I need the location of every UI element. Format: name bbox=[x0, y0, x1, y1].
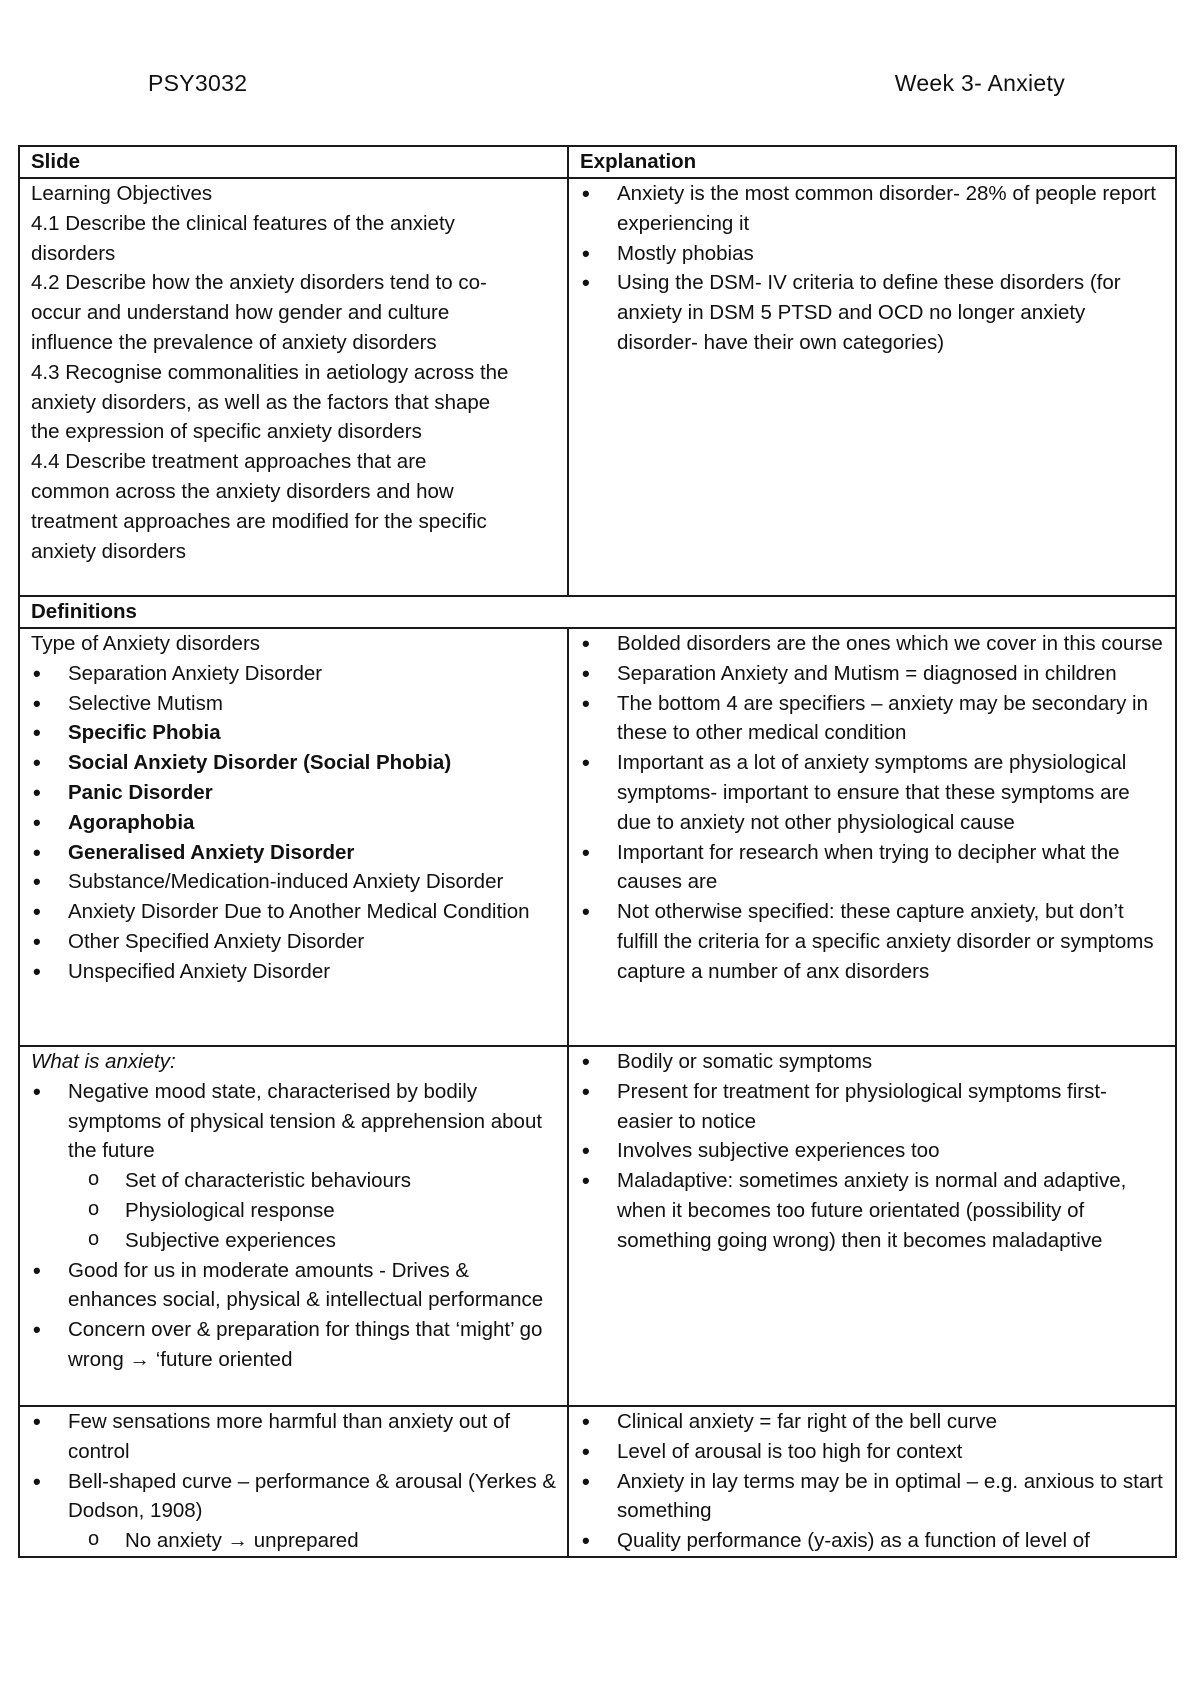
list-item-text: Negative mood state, characterised by bodily symptoms of physical tension & apprehension about the future bbox=[68, 1079, 543, 1163]
disorder-item: • Specific Phobia bbox=[31, 718, 557, 748]
objective-line: 4.3 Recognise commonalities in aetiology across the bbox=[31, 360, 509, 384]
table-row-learning-objectives bbox=[19, 178, 1176, 596]
objective-line: disorders bbox=[31, 241, 116, 265]
disorder-item: • Social Anxiety Disorder (Social Phobia) bbox=[31, 748, 557, 778]
objective-line: anxiety disorders, as well as the factors that shape bbox=[31, 390, 491, 414]
bullet-list bbox=[580, 179, 1165, 358]
objective-line: 4.1 Describe the clinical features of the anxiety bbox=[31, 211, 455, 235]
list-item: • Mostly phobias bbox=[580, 239, 1165, 269]
types-cell bbox=[19, 628, 568, 1046]
objective-line: occur and understand how gender and culture bbox=[31, 301, 450, 325]
objective-line: anxiety disorders bbox=[31, 539, 186, 563]
list-item: • Bodily or somatic symptoms bbox=[580, 1047, 1165, 1077]
sub-list-item: o Subjective experiences bbox=[31, 1226, 557, 1256]
table-row-definitions bbox=[19, 596, 1176, 628]
table-row-what-is-anxiety bbox=[19, 1046, 1176, 1406]
notes-table bbox=[18, 145, 1177, 1558]
disorder-item: • Separation Anxiety Disorder bbox=[31, 659, 557, 689]
table-header-row bbox=[19, 146, 1176, 178]
week-title: Week 3- Anxiety bbox=[894, 70, 1065, 96]
bell-curve-explanation-cell bbox=[568, 1406, 1176, 1557]
types-explanation-cell bbox=[568, 628, 1176, 1046]
list-item: • Concern over & preparation for things that ‘might’ go wrong → ‘future oriented bbox=[31, 1315, 557, 1375]
objective-line: common across the anxiety disorders and how bbox=[31, 479, 454, 503]
list-item: • Anxiety is the most common disorder- 28% of people report experiencing it bbox=[580, 179, 1165, 239]
list-item: • Few sensations more harmful than anxiety out of control bbox=[31, 1407, 557, 1467]
list-item: • Using the DSM- IV criteria to define these disorders (for anxiety in DSM 5 PTSD and OCD no longer anxiety disorder- have their own categories) bbox=[580, 268, 1165, 357]
header-slide: Slide bbox=[19, 146, 568, 178]
disorder-item: • Unspecified Anxiety Disorder bbox=[31, 957, 557, 987]
disorder-item: • Other Specified Anxiety Disorder bbox=[31, 927, 557, 957]
list-item: • Level of arousal is too high for context bbox=[580, 1437, 1165, 1467]
list-item: • Involves subjective experiences too bbox=[580, 1136, 1165, 1166]
objective-line: influence the prevalence of anxiety disorders bbox=[31, 330, 437, 354]
list-item: • Quality performance (y-axis) as a function of level of bbox=[580, 1526, 1165, 1556]
definitions-heading: Definitions bbox=[19, 596, 1176, 628]
what-is-anxiety-title: What is anxiety: bbox=[31, 1050, 176, 1073]
sub-list-item: o Set of characteristic behaviours bbox=[31, 1166, 557, 1196]
page-header bbox=[148, 70, 1065, 97]
header-explanation: Explanation bbox=[568, 146, 1176, 178]
bullet-list bbox=[31, 1077, 557, 1166]
disorder-item: • Anxiety Disorder Due to Another Medical Condition bbox=[31, 897, 557, 927]
disorder-item: • Panic Disorder bbox=[31, 778, 557, 808]
bullet-list bbox=[580, 1407, 1165, 1556]
sub-list bbox=[31, 1166, 557, 1255]
list-item: • Separation Anxiety and Mutism = diagnosed in children bbox=[580, 659, 1165, 689]
bell-curve-cell bbox=[19, 1406, 568, 1557]
list-item: • Clinical anxiety = far right of the bell curve bbox=[580, 1407, 1165, 1437]
learning-explanation-cell bbox=[568, 178, 1176, 596]
sub-list bbox=[31, 1526, 557, 1556]
list-item: • Good for us in moderate amounts - Drives & enhances social, physical & intellectual performance bbox=[31, 1256, 557, 1316]
disorder-list bbox=[31, 659, 557, 987]
list-item: • Bell-shaped curve – performance & arousal (Yerkes & Dodson, 1908) bbox=[31, 1467, 557, 1527]
objective-line: treatment approaches are modified for the specific bbox=[31, 509, 487, 533]
list-item: • Important for research when trying to decipher what the causes are bbox=[580, 838, 1165, 898]
bullet-list bbox=[31, 1256, 557, 1375]
bullet-list bbox=[580, 1047, 1165, 1256]
learning-objectives-cell bbox=[19, 178, 568, 596]
objective-line: 4.2 Describe how the anxiety disorders tend to co- bbox=[31, 271, 487, 295]
sub-list-item: o Physiological response bbox=[31, 1196, 557, 1226]
list-item: • Maladaptive: sometimes anxiety is normal and adaptive, when it becomes too future orientated (possibility of something going wrong) then it becomes maladaptive bbox=[580, 1166, 1165, 1255]
list-item: • Anxiety in lay terms may be in optimal – e.g. anxious to start something bbox=[580, 1467, 1165, 1527]
list-item: • Not otherwise specified: these capture anxiety, but don’t fulfill the criteria for a specific anxiety disorder or symptoms capture a number of anx disorders bbox=[580, 897, 1165, 986]
what-explanation-cell bbox=[568, 1046, 1176, 1406]
list-item bbox=[31, 1077, 557, 1166]
disorder-item: • Substance/Medication-induced Anxiety Disorder bbox=[31, 867, 557, 897]
disorder-item: • Selective Mutism bbox=[31, 689, 557, 719]
list-item: • Important as a lot of anxiety symptoms are physiological symptoms- important to ensure that these symptoms are due to anxiety not other physiological cause bbox=[580, 748, 1165, 837]
course-code: PSY3032 bbox=[148, 70, 248, 96]
list-item: • The bottom 4 are specifiers – anxiety may be secondary in these to other medical condition bbox=[580, 689, 1165, 749]
disorder-item: • Agoraphobia bbox=[31, 808, 557, 838]
list-item: • Bolded disorders are the ones which we cover in this course bbox=[580, 629, 1165, 659]
learning-objectives-title: Learning Objectives bbox=[31, 182, 213, 205]
sub-list-item: o No anxiety → unprepared bbox=[31, 1526, 557, 1556]
table-row-bell-curve bbox=[19, 1406, 1176, 1557]
bullet-list bbox=[580, 629, 1165, 987]
bullet-list bbox=[31, 1407, 557, 1526]
what-is-anxiety-cell bbox=[19, 1046, 568, 1406]
disorder-item: • Generalised Anxiety Disorder bbox=[31, 838, 557, 868]
table-row-types bbox=[19, 628, 1176, 1046]
list-item: • Present for treatment for physiological symptoms first- easier to notice bbox=[580, 1077, 1165, 1137]
objective-line: the expression of specific anxiety disorders bbox=[31, 420, 422, 444]
objective-line: 4.4 Describe treatment approaches that are bbox=[31, 450, 427, 474]
types-title: Type of Anxiety disorders bbox=[31, 632, 261, 655]
